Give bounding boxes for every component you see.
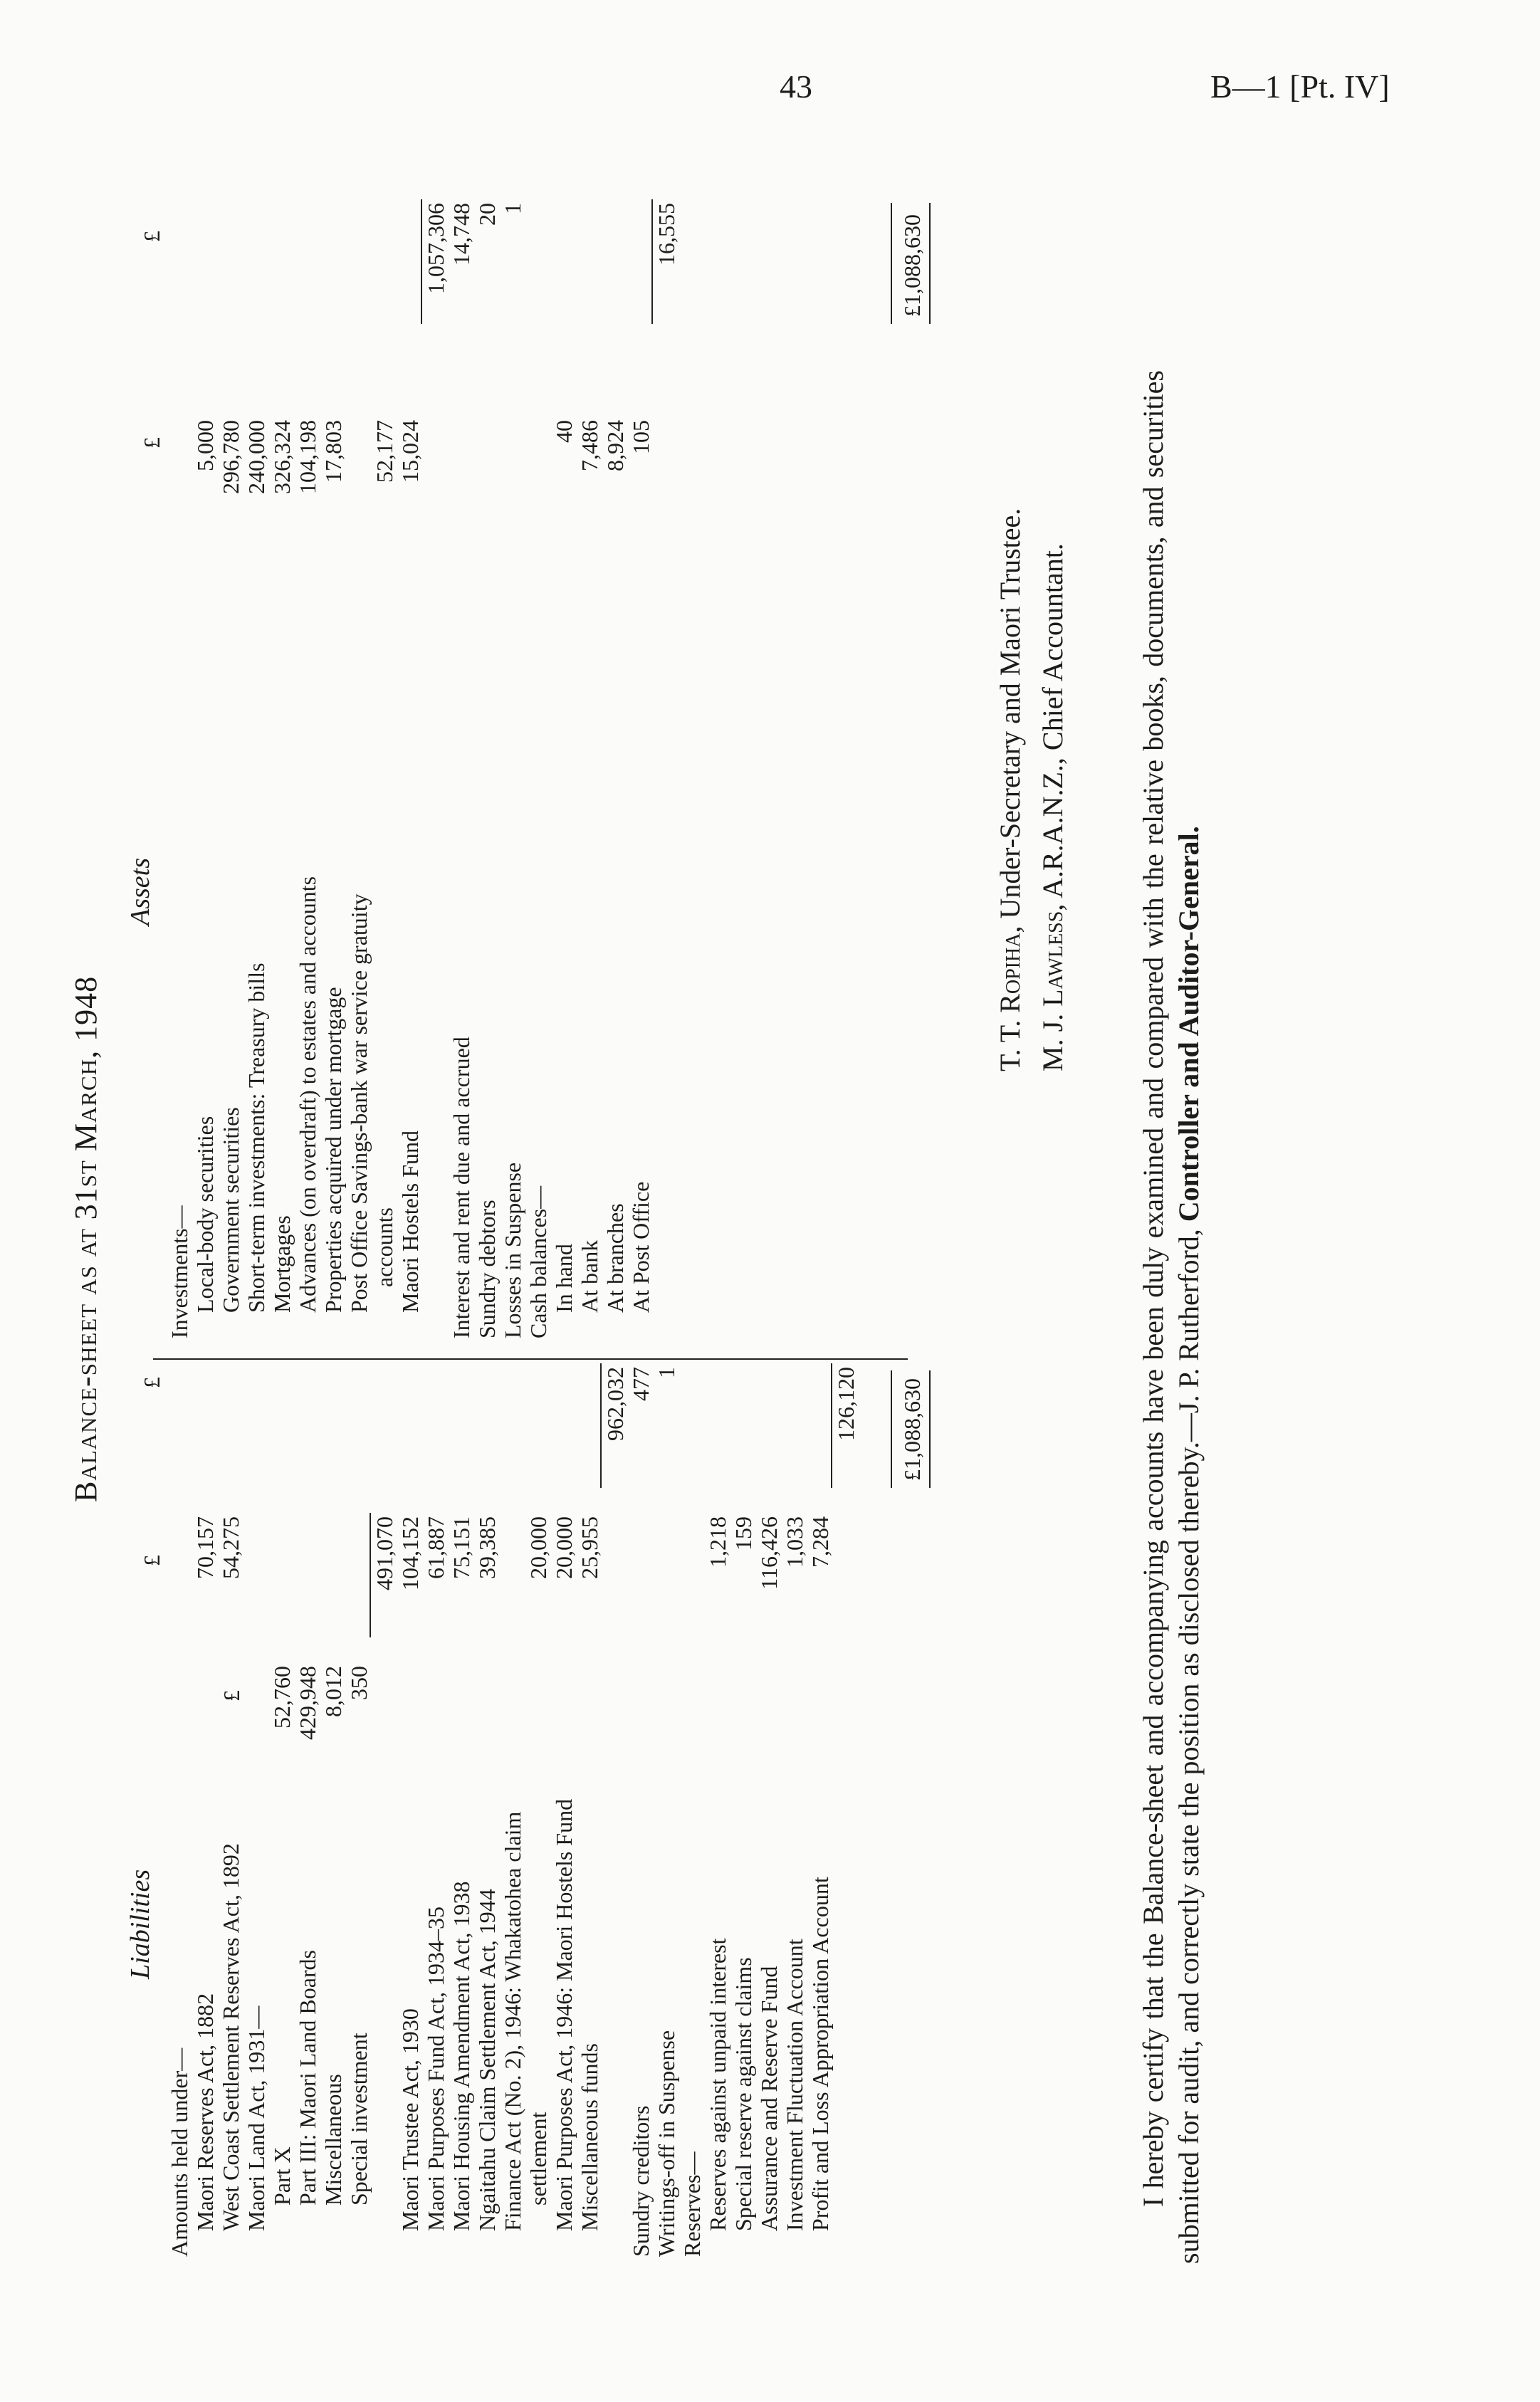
liability-amount: 1,033 (782, 1516, 807, 1568)
liability-amount: 25,955 (577, 1516, 602, 1579)
liability-row-label: Miscellaneous (320, 2074, 346, 2206)
asset-amount: 326,324 (269, 420, 295, 494)
liability-row-label: Reserves against unpaid interest (705, 1938, 730, 2231)
liability-row-label: Miscellaneous funds (577, 2043, 602, 2231)
asset-amount: 5,000 (192, 420, 218, 471)
asset-subtotal-rule (421, 199, 422, 324)
asset-row-label: Government securities (218, 1107, 243, 1313)
liability-amount: 126,120 (833, 1367, 859, 1441)
asset-amount: 296,780 (218, 420, 243, 494)
asset-amount: 20 (474, 203, 500, 226)
signature-lawless (1036, 543, 1069, 1071)
asset-amount: 40 (551, 420, 577, 443)
assets-heading: Assets (125, 858, 155, 925)
liability-amount: 39,385 (474, 1516, 500, 1579)
liability-amount: 7,284 (807, 1516, 833, 1568)
liability-amount: 1,218 (705, 1516, 730, 1568)
asset-amount: 1,057,306 (423, 203, 449, 294)
asset-row-label: Local-body securities (192, 1116, 218, 1313)
column-divider (153, 1358, 908, 1360)
liability-row-label: Maori Trustee Act, 1930 (397, 2008, 423, 2231)
asset-row-label: Advances (on overdraft) to estates and accounts (295, 876, 320, 1313)
certificate-text: I hereby certify that the Balance-sheet and accompanying accounts have been duly examined and compared with the relative books, documents, and securities submitted for audit, and correctly state the position as disclosed thereby.—J. P. Rutherford, (1137, 370, 1205, 2264)
signature-name: T. T. Ropiha (994, 933, 1026, 1071)
asset-row-label: Post Office Savings-bank war service gratuity (346, 893, 372, 1313)
asset-row-label: At branches (602, 1203, 628, 1313)
page-reference: B—1 [Pt. IV] (1210, 68, 1390, 105)
liabilities-pound-col2: £ (139, 1377, 164, 1388)
liability-amount: 159 (730, 1516, 756, 1551)
liability-amount: 350 (346, 1666, 372, 1700)
liabilities-heading: Liabilities (125, 1869, 155, 1979)
asset-subtotal-rule (651, 199, 653, 324)
assets-pound-col2: £ (139, 231, 164, 242)
liabilities-total-rule-top (891, 1370, 892, 1488)
asset-row-label: Sundry debtors (474, 1200, 500, 1338)
signature-ropiha (993, 508, 1027, 1071)
liability-row-label: Part X (269, 2146, 295, 2206)
asset-amount: 15,024 (397, 420, 423, 483)
liability-row-label: Sundry creditors (628, 2105, 654, 2257)
asset-amount: 105 (628, 420, 654, 454)
liability-subtotal-rule (831, 1363, 832, 1488)
liability-row-label: Investment Fluctuation Account (782, 1939, 807, 2231)
asset-amount: 1 (500, 203, 525, 214)
liability-amount: 962,032 (602, 1367, 628, 1441)
asset-amount: 17,803 (320, 420, 346, 483)
rotated-balance-sheet (68, 142, 1477, 2278)
liability-row-label: Amounts held under— (167, 2047, 192, 2257)
liability-row-label: Ngaitahu Claim Settlement Act, 1944 (474, 1889, 500, 2231)
asset-amount: 104,198 (295, 420, 320, 494)
balance-sheet-title: Balance-sheet as at 31st March, 1948 (68, 975, 103, 1502)
liability-amount: 8,012 (320, 1666, 346, 1717)
liability-row-label: Maori Purposes Fund Act, 1934–35 (423, 1907, 449, 2231)
liability-row-label: Maori Reserves Act, 1882 (192, 1993, 218, 2231)
liabilities-pound-col1: £ (139, 1555, 164, 1566)
assets-total-rule-top (891, 203, 892, 324)
liability-amount: 52,760 (269, 1666, 295, 1729)
asset-amount: 52,177 (372, 420, 397, 483)
asset-amount: 7,486 (577, 420, 602, 471)
asset-row-label: At bank (577, 1239, 602, 1313)
asset-row-label: Maori Hostels Fund (397, 1131, 423, 1313)
liability-row-label: Profit and Loss Appropriation Account (807, 1877, 833, 2231)
liability-amount: 104,152 (397, 1516, 423, 1590)
liability-row-label: Special investment (346, 2033, 372, 2206)
asset-row-label: Mortgages (269, 1215, 295, 1313)
asset-row-label: Cash balances— (525, 1185, 551, 1338)
asset-row-label: Interest and rent due and accrued (449, 1037, 474, 1338)
liability-row-label: Maori Housing Amendment Act, 1938 (449, 1881, 474, 2231)
liability-row-label: Writings-off in Suspense (654, 2030, 679, 2257)
liability-row-label: Maori Purposes Act, 1946: Maori Hostels Fund (551, 1798, 577, 2231)
liability-amount: 70,157 (192, 1516, 218, 1579)
liability-amount: 116,426 (756, 1516, 782, 1590)
asset-row-label: In hand (551, 1244, 577, 1313)
assets-total-rule-bottom (929, 203, 931, 324)
page-number: 43 (780, 68, 812, 105)
liability-amount: 61,887 (423, 1516, 449, 1579)
liability-row-label: Maori Land Act, 1931— (243, 2005, 269, 2231)
asset-row-label: At Post Office (628, 1181, 654, 1313)
asset-row-label: accounts (372, 1207, 397, 1287)
liability-amount: 491,070 (372, 1516, 397, 1590)
liability-row-label: Finance Act (No. 2), 1946: Whakatohea claim (500, 1811, 525, 2231)
liability-row-label: settlement (525, 2112, 551, 2206)
liability-row-label: West Coast Settlement Reserves Act, 1892 (218, 1843, 243, 2231)
liability-row-label: Special reserve against claims (730, 1957, 756, 2231)
liability-amount: 54,275 (218, 1516, 243, 1579)
signature-role: , Under-Secretary and Maori Trustee. (994, 508, 1026, 933)
asset-row-label: Losses in Suspense (500, 1162, 525, 1338)
asset-row-label: Investments— (167, 1205, 192, 1338)
liabilities-pound-sub: £ (219, 1690, 244, 1701)
liability-subtotal-rule (600, 1363, 602, 1488)
signature-name: M. J. Lawless (1037, 911, 1069, 1071)
audit-certificate (1136, 370, 1207, 2264)
certificate-closing: Controller and Auditor-General. (1173, 826, 1205, 1222)
asset-row-label: Properties acquired under mortgage (320, 987, 346, 1313)
liability-amount: 20,000 (551, 1516, 577, 1579)
liability-row-label: Assurance and Reserve Fund (756, 1966, 782, 2231)
liability-amount: 20,000 (525, 1516, 551, 1579)
assets-pound-col1: £ (139, 437, 164, 449)
asset-amount: 240,000 (243, 420, 269, 494)
asset-amount: 8,924 (602, 420, 628, 471)
liability-row-label: Part III: Maori Land Boards (295, 1949, 320, 2206)
asset-amount: 16,555 (654, 203, 679, 266)
liabilities-total-rule-bottom (929, 1370, 931, 1488)
asset-row-label: Short-term investments: Treasury bills (243, 963, 269, 1313)
liability-row-label: Reserves— (679, 2151, 705, 2257)
liabilities-total: £1,088,630 (899, 1378, 925, 1481)
liability-subtotal-rule (370, 1513, 371, 1637)
signature-role: , A.R.A.N.Z., Chief Accountant. (1037, 543, 1069, 911)
liability-amount: 1 (654, 1367, 679, 1378)
liability-amount: 75,151 (449, 1516, 474, 1579)
assets-total: £1,088,630 (899, 214, 925, 317)
asset-amount: 14,748 (449, 203, 474, 266)
liability-amount: 477 (628, 1367, 654, 1401)
liability-amount: 429,948 (295, 1666, 320, 1740)
